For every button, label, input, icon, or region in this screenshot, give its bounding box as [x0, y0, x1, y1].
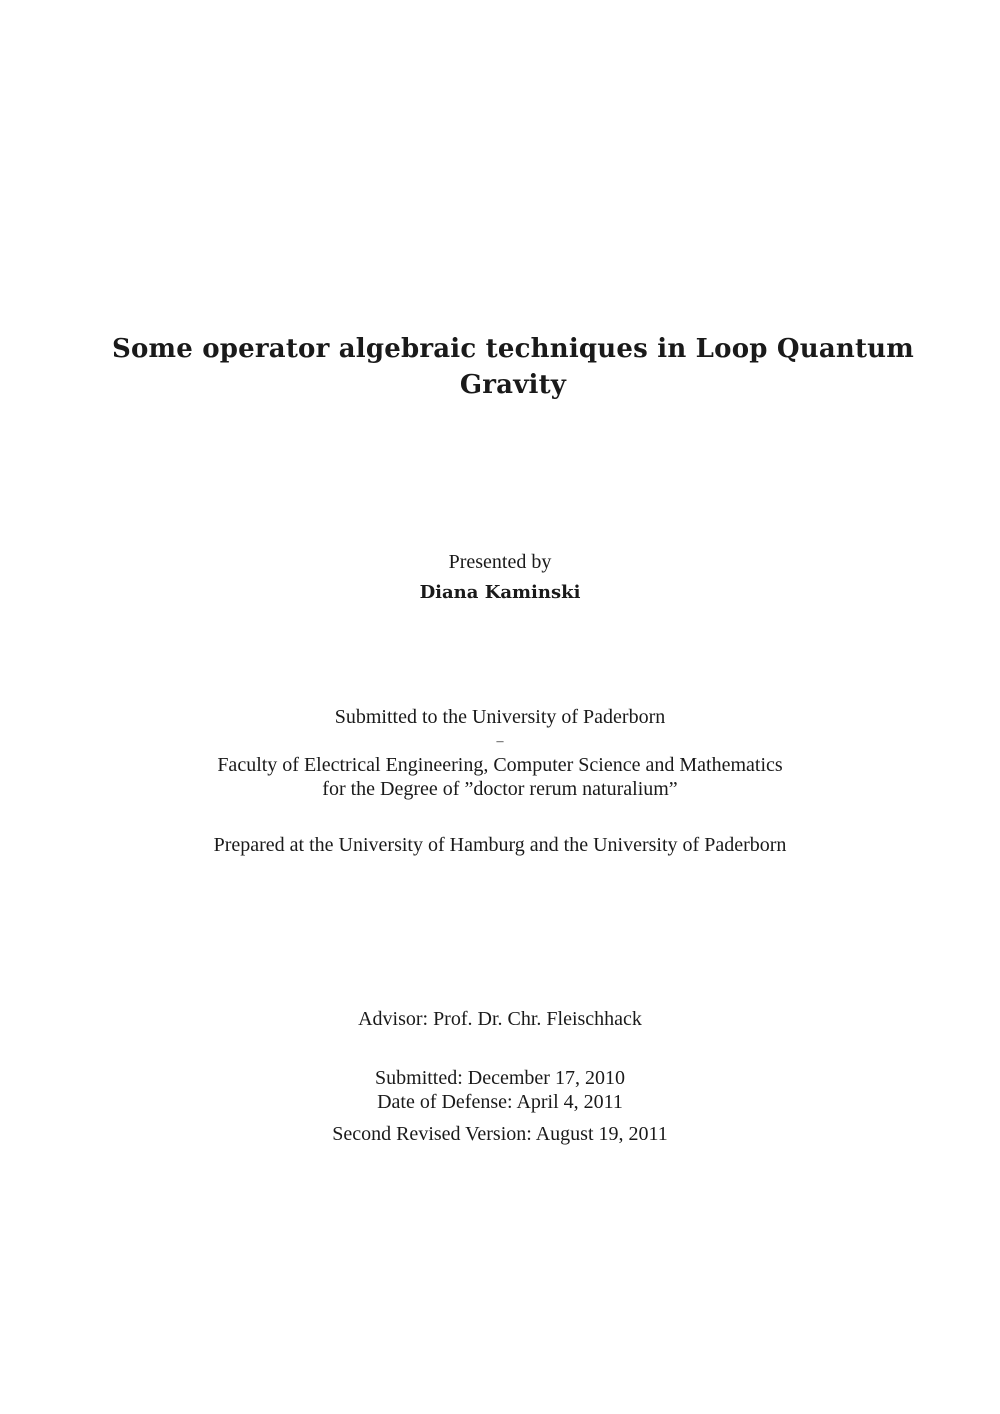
submission-faculty: Faculty of Electrical Engineering, Computer Science and Mathematics	[217, 754, 783, 776]
submission-degree: for the Degree of ”doctor rerum naturalium”	[322, 778, 678, 800]
submission-university: Submitted to the University of Paderborn	[334, 706, 666, 728]
defense-date: Date of Defense: April 4, 2011	[377, 1091, 623, 1113]
presented-by-label: Presented by	[448, 551, 552, 573]
author-name: Diana Kaminski	[419, 582, 581, 603]
revised-version-date: Second Revised Version: August 19, 2011	[332, 1123, 668, 1145]
submission-separator: –	[496, 734, 504, 749]
prepared-at: Prepared at the University of Hamburg and the University of Paderborn	[213, 834, 787, 856]
submitted-date: Submitted: December 17, 2010	[375, 1067, 625, 1089]
thesis-title: Some operator algebraic techniques in Loop Quantum Gravity	[112, 334, 914, 400]
advisor: Advisor: Prof. Dr. Chr. Fleischhack	[358, 1008, 642, 1030]
